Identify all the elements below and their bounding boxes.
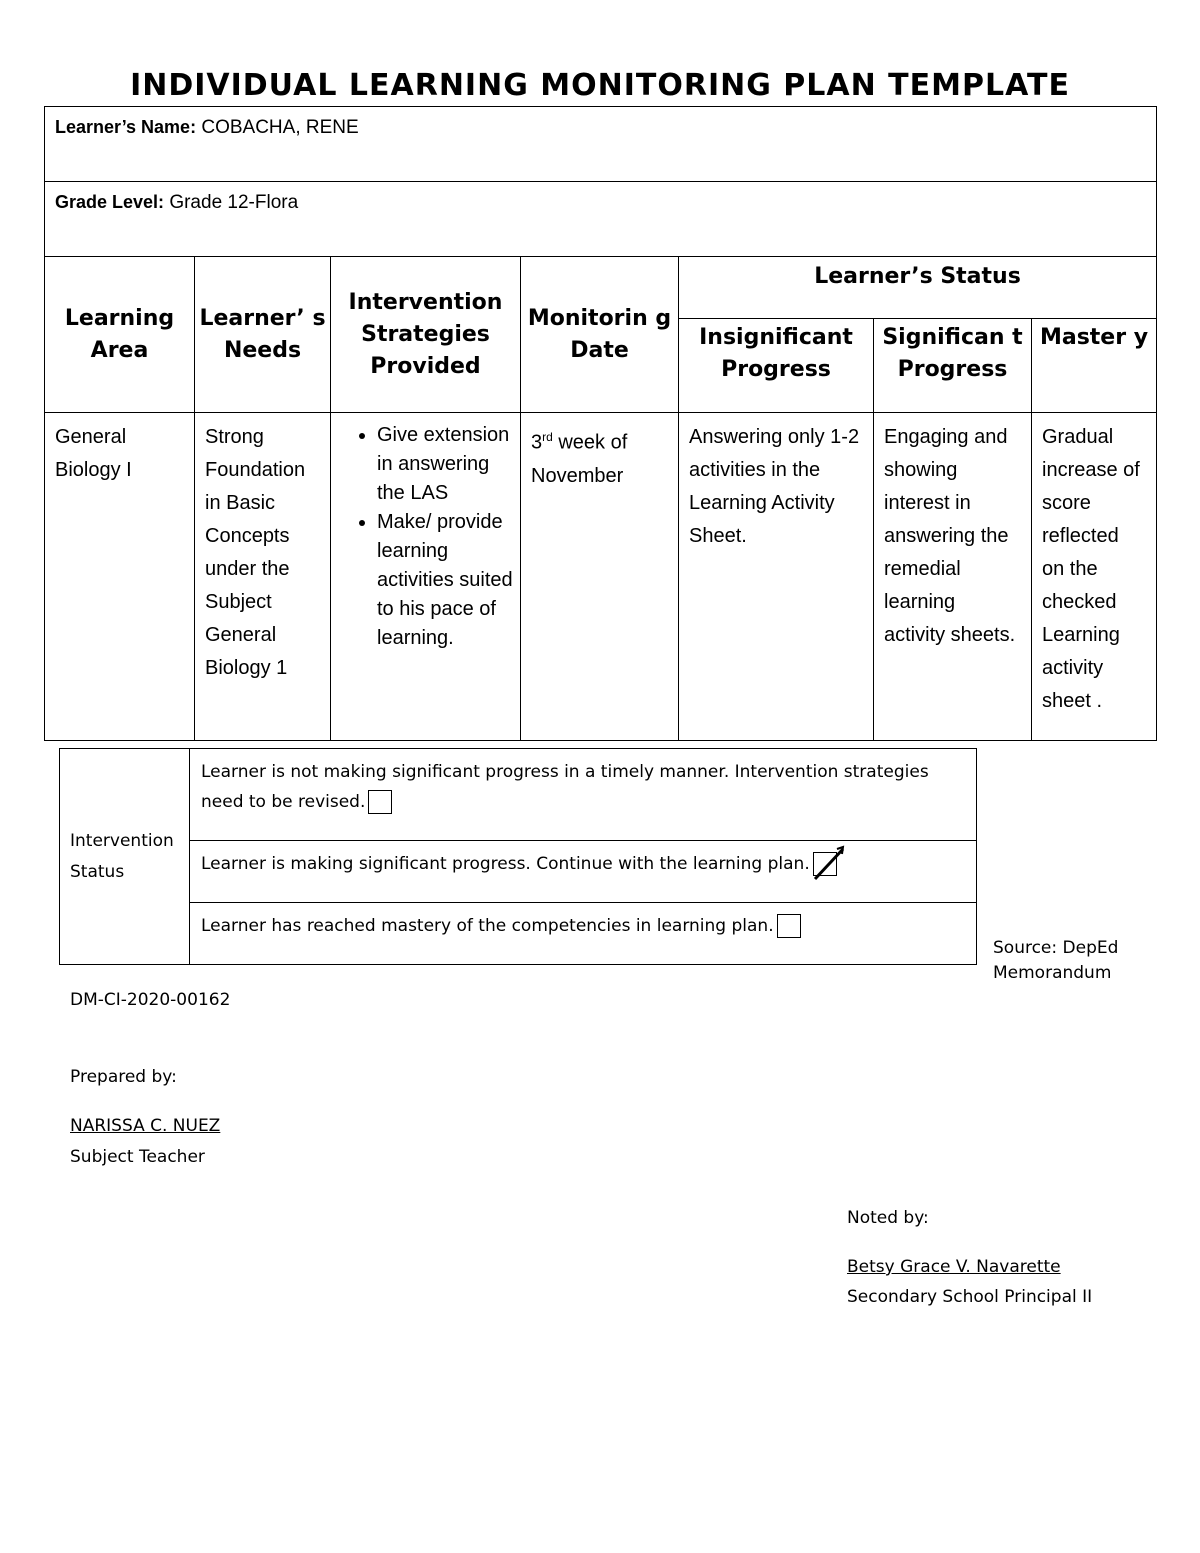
- cell-monitoring-date: [521, 413, 679, 741]
- source-line-2: Memorandum: [993, 963, 1112, 983]
- header-learning-area: Learning Area: [45, 257, 195, 413]
- status-option-continue-text: Learner is making significant progress. Continue with the learning plan.: [201, 854, 810, 874]
- checkbox-revise[interactable]: [368, 790, 392, 814]
- memorandum-code: DM-CI-2020-00162: [70, 990, 231, 1010]
- learner-name-value: COBACHA, RENE: [201, 117, 359, 138]
- status-option-mastery-text: Learner has reached mastery of the competencies in learning plan.: [201, 916, 774, 936]
- header-intervention-strategies: Intervention Strategies Provided: [331, 257, 521, 413]
- grade-level-value: Grade 12-Flora: [169, 192, 299, 213]
- monitoring-plan-table: [44, 106, 1157, 741]
- status-option-mastery: [190, 903, 977, 965]
- noter-role: Secondary School Principal II: [847, 1287, 1093, 1307]
- checkmark-icon: [812, 845, 846, 881]
- checkbox-continue[interactable]: [813, 852, 837, 876]
- cell-learner-needs: Strong Foundation in Basic Concepts under the Subject General Biology 1: [195, 413, 331, 741]
- cell-insignificant-progress: Answering only 1-2 activities in the Learning Activity Sheet.: [679, 413, 874, 741]
- cell-mastery: Gradual increase of score reflected on the checked Learning activity sheet .: [1032, 413, 1157, 741]
- header-insignificant-progress: Insignificant Progress: [679, 319, 874, 413]
- grade-level-label: Grade Level:: [55, 192, 165, 212]
- cell-intervention-strategies: [331, 413, 521, 741]
- preparer-role: Subject Teacher: [70, 1147, 205, 1167]
- prepared-by-label: Prepared by:: [70, 1067, 177, 1087]
- header-significant-progress: Significan t Progress: [874, 319, 1032, 413]
- noted-by-label: Noted by:: [847, 1208, 929, 1228]
- strategy-item: • Make/ provide learning activities suited to his pace of learning.: [377, 508, 514, 653]
- grade-level-row: [45, 182, 1157, 257]
- preparer-name: NARISSA C. NUEZ: [70, 1116, 221, 1136]
- header-learner-needs: Learner’ s Needs: [195, 257, 331, 413]
- status-option-revise: [190, 749, 977, 841]
- status-option-revise-text: Learner is not making significant progress in a timely manner. Intervention strategies need to be revised.: [201, 762, 929, 812]
- monitoring-week-number: 3: [531, 431, 543, 454]
- checkbox-mastery[interactable]: [777, 914, 801, 938]
- status-option-continue: [190, 841, 977, 903]
- monitoring-week-text: week of November: [531, 431, 628, 487]
- header-learner-status: Learner’s Status: [679, 257, 1157, 319]
- noter-name: Betsy Grace V. Navarette: [847, 1257, 1061, 1277]
- monitoring-week-suffix: rd: [542, 430, 553, 444]
- document-title: INDIVIDUAL LEARNING MONITORING PLAN TEMPLATE: [130, 68, 1070, 103]
- cell-significant-progress: Engaging and showing interest in answering the remedial learning activity sheets.: [874, 413, 1032, 741]
- intervention-status-label: Intervention Status: [60, 749, 190, 965]
- header-monitoring-date: Monitorin g Date: [521, 257, 679, 413]
- source-line-1: Source: DepEd: [993, 938, 1119, 958]
- strategies-list: [335, 421, 514, 653]
- learner-name-label: Learner’s Name:: [55, 117, 197, 137]
- cell-learning-area: General Biology I: [45, 413, 195, 741]
- header-mastery: Master y: [1032, 319, 1157, 413]
- intervention-status-table: [59, 748, 977, 965]
- strategy-item: • Give extension in answering the LAS: [377, 421, 514, 508]
- learner-name-row: [45, 107, 1157, 182]
